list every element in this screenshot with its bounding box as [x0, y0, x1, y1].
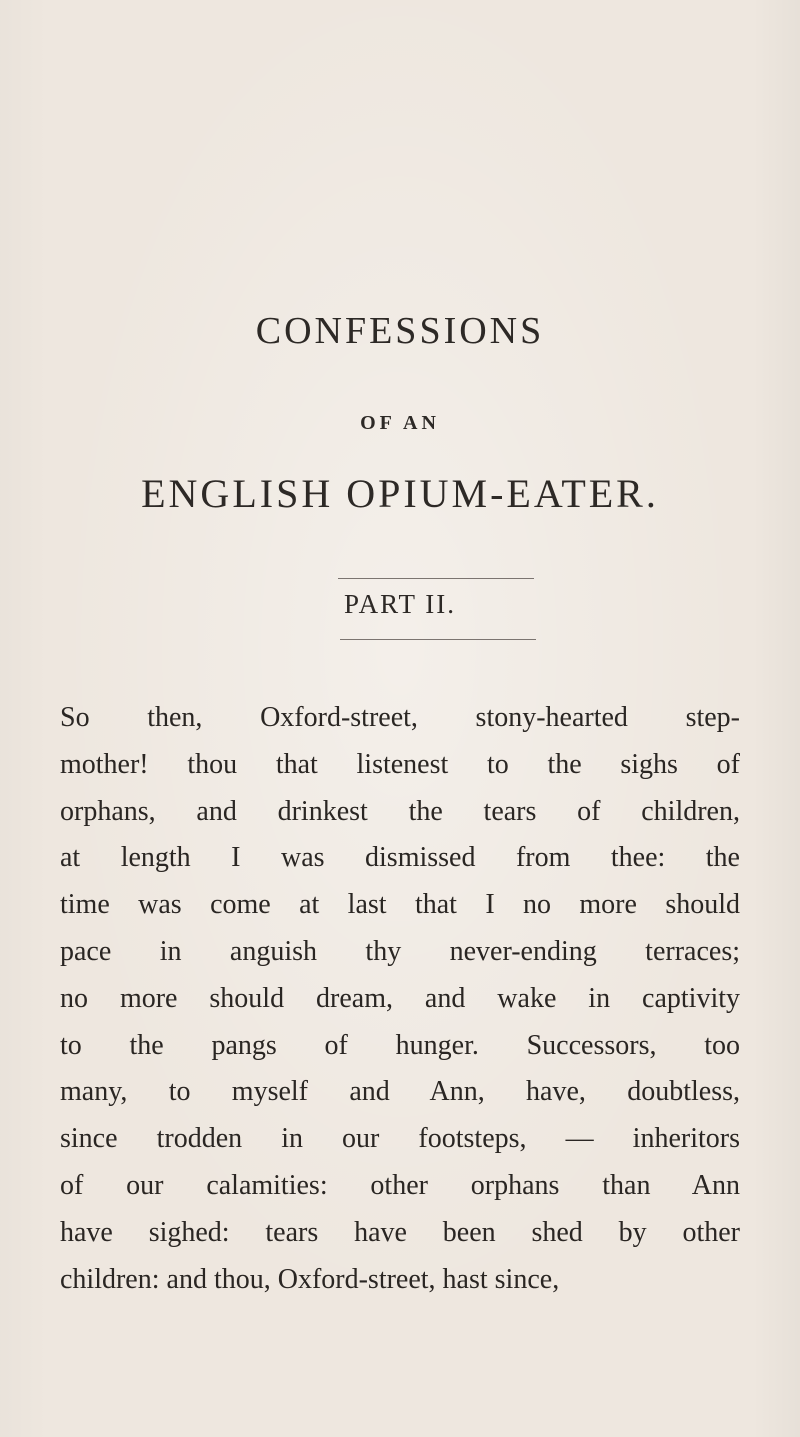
text-line: no more should dream, and wake in captivity: [60, 982, 740, 1014]
text-line: have sighed: tears have been shed by other: [60, 1216, 740, 1248]
title-english-opium-eater: ENGLISH OPIUM-EATER.: [141, 471, 659, 516]
text-line: children: and thou, Oxford-street, hast since,: [60, 1263, 560, 1295]
title-confessions: CONFESSIONS: [255, 310, 545, 352]
text-line: to the pangs of hunger. Successors, too: [60, 1029, 740, 1061]
part-heading: PART II.: [344, 589, 456, 619]
divider-rule-bottom: [340, 639, 536, 640]
text-line: time was come at last that I no more should: [60, 889, 740, 921]
divider-rule-top: [338, 578, 534, 579]
text-line: mother! thou that listenest to the sighs of: [60, 748, 740, 780]
text-line: So then, Oxford-street, stony-hearted step-: [60, 702, 740, 733]
text-line: of our calamities: other orphans than Ann: [60, 1169, 740, 1201]
text-line: many, to myself and Ann, have, doubtless,: [60, 1076, 740, 1108]
text-line: orphans, and drinkest the tears of children,: [60, 795, 740, 827]
body-paragraph: [60, 695, 740, 1303]
text-line: at length I was dismissed from thee: the: [60, 842, 740, 874]
text-line: pace in anguish thy never-ending terraces;: [60, 935, 740, 967]
text-line: since trodden in our footsteps, — inheritors: [60, 1123, 740, 1155]
title-of-an: OF AN: [360, 412, 440, 434]
